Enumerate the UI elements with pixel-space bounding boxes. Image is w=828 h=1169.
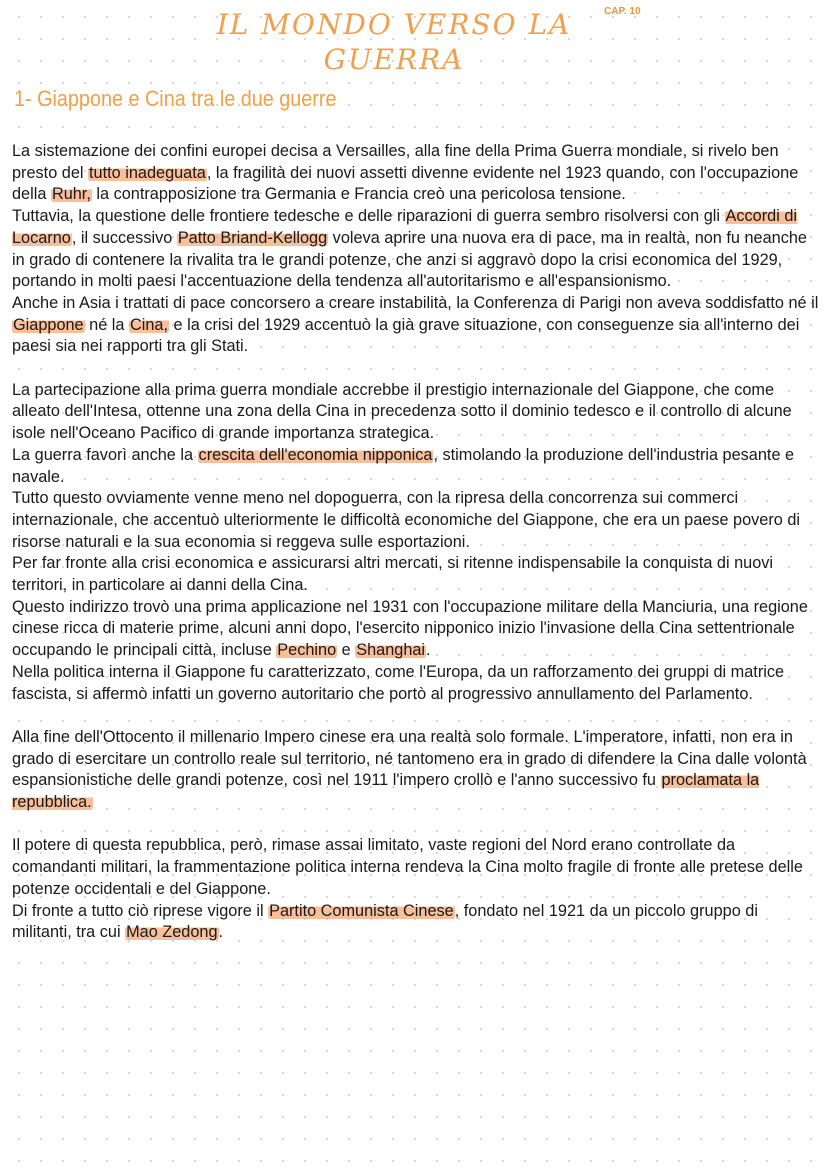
- text-segment: né la: [84, 315, 129, 334]
- text-segment: Tuttavia, la questione delle frontiere tedesche e delle riparazioni di guerra sembro risolversi con gli: [12, 207, 725, 226]
- page-title-line-2: GUERRA: [323, 43, 465, 76]
- highlighted-term: Accordi di Locarno: [12, 207, 798, 247]
- text-segment: e la crisi del 1929 accentuò la già grave situazione, con conseguenze sia all'interno dei paesi sia nei rapporti tra gli Stati.: [12, 315, 800, 356]
- highlighted-term: proclamata la repubblica.: [12, 771, 760, 812]
- chapter-label: CAP. 10: [604, 6, 641, 17]
- text-segment: Il potere di questa repubblica, però, rimase assai limitato, vaste regioni del Nord erano controllate da comandanti militari, la frammentazione politica interna rendeva la Cina molto fragile di fronte alle pretese delle potenze occidentali e del Giappone.: [12, 836, 803, 898]
- paragraph: [12, 901, 820, 944]
- text-segment: Di fronte a tutto ciò riprese vigore il: [12, 901, 269, 920]
- text-segment: .: [218, 923, 224, 942]
- highlighted-term: Giappone: [13, 315, 84, 334]
- page-title-line-1: IL MONDO VERSO LA: [216, 8, 572, 41]
- paragraph: [12, 293, 820, 358]
- paragraph: [12, 553, 820, 596]
- text-segment: , la fragilità dei nuovi assetti divenne evidente nel 1923 quando, con l'occupazione della: [12, 163, 799, 204]
- highlighted-term: Patto Briand-Kellogg: [177, 228, 328, 247]
- text-segment: e: [337, 641, 356, 660]
- highlighted-term: crescita dell'economia nipponica: [198, 445, 433, 464]
- highlighted-term: Mao Zedong: [126, 923, 218, 942]
- document-body: [12, 141, 820, 944]
- paragraph: [12, 727, 820, 814]
- text-segment: La sistemazione dei confini europei decisa a Versailles, alla fine della Prima Guerra mondiale, si rivelo ben presto del: [12, 142, 779, 182]
- highlighted-term: Partito Comunista Cinese: [269, 901, 454, 920]
- highlighted-term: Pechino: [277, 641, 337, 660]
- section-title: 1- Giappone e Cina tra le due guerre: [14, 86, 337, 111]
- paragraph: [12, 141, 820, 206]
- highlighted-term: Ruhr,: [51, 185, 91, 204]
- highlighted-term: Shanghai: [356, 641, 426, 660]
- text-segment: Anche in Asia i trattati di pace concorsero a creare instabilità, la Conferenza di Parigi non aveva soddisfatto né il: [12, 293, 819, 312]
- text-segment: La partecipazione alla prima guerra mondiale accrebbe il prestigio internazionale del Giappone, che come alleato dell'Intesa, ottenne una zona della Cina in precedenza sotto il dominio tedesco e il controllo di alcune isole nell'Oceano Pacifico di grande importanza strategica.: [12, 380, 792, 443]
- text-segment: voleva aprire una nuova era di pace, ma in realtà, non fu neanche in grado di contenere la rivalita tra le grandi potenze, che anzi si aggravò dopo la crisi economica del 1929, portando in molti paesi l'accentuazione della tendenza all'autoritarismo e all'espansionismo.: [12, 228, 807, 291]
- text-segment: Questo indirizzo trovò una prima applicazione nel 1931 con l'occupazione militare della Manciuria, una regione cinese ricca di materie prime, alcuni anni dopo, l'esercito nipponico inizio l'invasione della Cina settentrionale occupando le principali città, incluse: [12, 597, 808, 660]
- text-segment: La guerra favorì anche la: [12, 445, 198, 464]
- text-segment: , stimolando la produzione dell'industria pesante e navale.: [12, 445, 795, 486]
- text-segment: Tutto questo ovviamente venne meno nel dopoguerra, con la ripresa della concorrenza sui commerci internazionale, che accentuò ulteriormente le difficoltà economiche del Giappone, che era un paese povero di risorse naturali e la sua economia si reggeva sulle esportazioni.: [12, 489, 801, 551]
- paragraph: [12, 835, 820, 900]
- text-segment: .: [426, 641, 431, 660]
- highlighted-term: tutto inadeguata: [89, 163, 206, 182]
- paragraph: [12, 445, 820, 488]
- paragraph: [12, 380, 820, 445]
- text-segment: , fondato nel 1921 da un piccolo gruppo di militanti, tra cui: [12, 901, 758, 942]
- paragraph: [12, 488, 820, 553]
- paragraph: [12, 206, 820, 293]
- text-segment: , il successivo: [71, 228, 177, 247]
- text-segment: Nella politica interna il Giappone fu caratterizzato, come l'Europa, da un rafforzamento dei gruppi di matrice fascista, si affermò infatti un governo autoritario che portò al progressivo annullamento del Parlamento.: [12, 662, 785, 703]
- highlighted-term: Cina,: [129, 315, 168, 334]
- paragraph: [12, 597, 820, 662]
- paragraph: [12, 662, 820, 705]
- text-segment: Per far fronte alla crisi economica e assicurarsi altri mercati, si ritenne indispensabile la conquista di nuovi territori, in particolare ai danni della Cina.: [12, 554, 774, 595]
- text-segment: la contrapposizione tra Germania e Francia creò una pericolosa tensione.: [91, 185, 626, 204]
- text-segment: Alla fine dell'Ottocento il millenario Impero cinese era una realtà solo formale. L'imperatore, infatti, non era in grado di esercitare un controllo reale sul territorio, né tantomeno era in grado di difendere la Cina dalle volontà espansionistiche delle grandi potenze, così nel 1911 l'impero crollò e l'anno successivo fu: [12, 727, 807, 790]
